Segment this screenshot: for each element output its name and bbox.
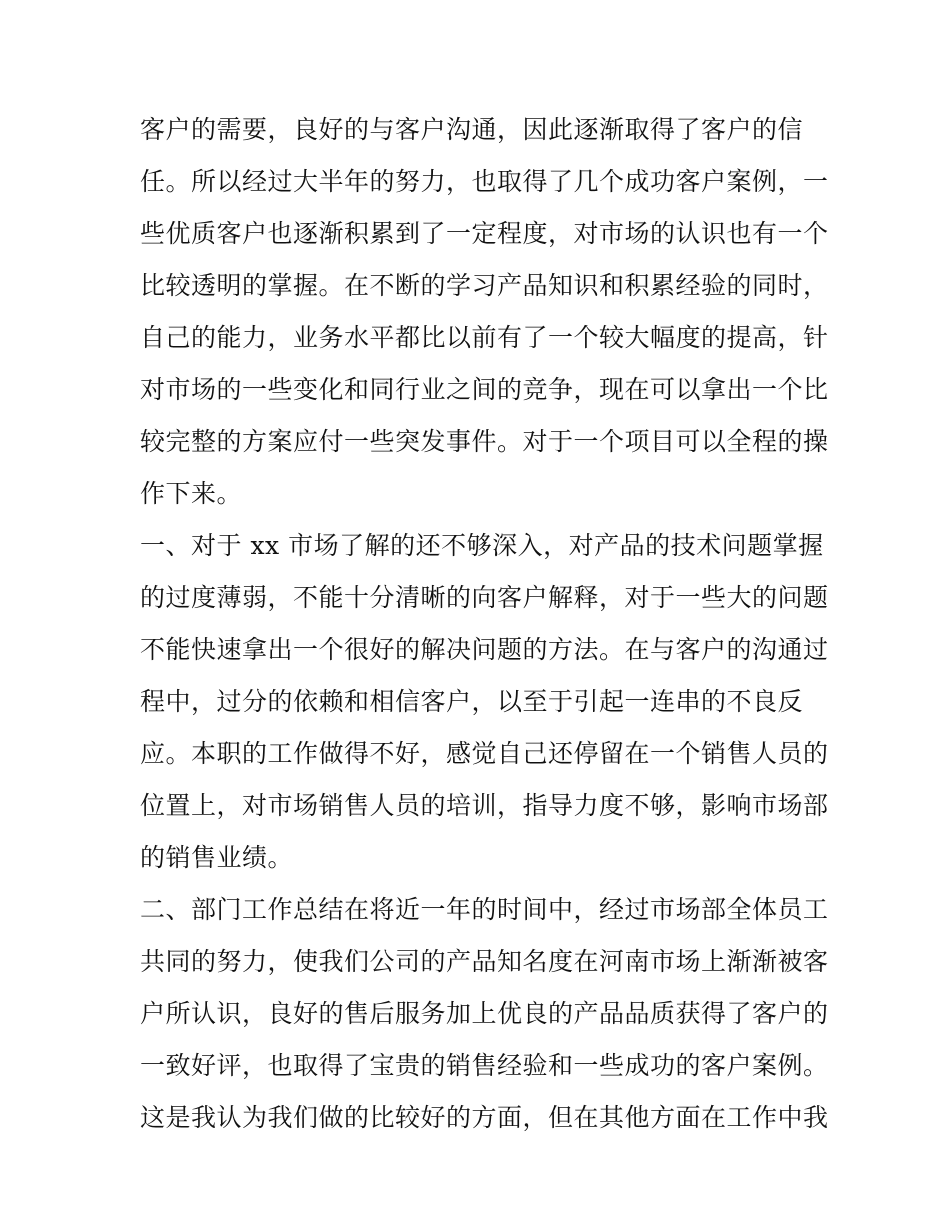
text-line: 一致好评，也取得了宝贵的销售经验和一些成功的客户案例。 [140,1051,829,1080]
text-line: 较完整的方案应付一些突发事件。对于一个项目可以全程的操 [140,427,829,456]
text-line: 应。本职的工作做得不好，感觉自己还停留在一个销售人员的 [140,739,829,768]
text-line: 二、部门工作总结在将近一年的时间中，经过市场部全体员工 [140,895,829,924]
text-line: 程中，过分的依赖和相信客户，以至于引起一连串的不良反 [140,687,804,716]
text-line: 任。所以经过大半年的努力，也取得了几个成功客户案例，一 [140,167,829,196]
text-line: 自己的能力，业务水平都比以前有了一个较大幅度的提高，针 [140,323,829,352]
text-line: 这是我认为我们做的比较好的方面，但在其他方面在工作中我 [140,1103,829,1132]
body-text [140,104,829,1144]
text-line: 的销售业绩。 [140,843,294,872]
text-line: 位置上，对市场销售人员的培训，指导力度不够，影响市场部 [140,791,829,820]
text-line: 对市场的一些变化和同行业之间的竞争，现在可以拿出一个比 [140,375,829,404]
text-line: 一、对于 xx 市场了解的还不够深入，对产品的技术问题掌握 [140,531,824,560]
text-line: 不能快速拿出一个很好的解决问题的方法。在与客户的沟通过 [140,635,829,664]
text-line: 共同的努力，使我们公司的产品知名度在河南市场上渐渐被客 [140,947,829,976]
text-line: 客户的需要，良好的与客户沟通，因此逐渐取得了客户的信 [140,115,804,144]
text-line: 些优质客户也逐渐积累到了一定程度，对市场的认识也有一个 [140,219,829,248]
text-line: 的过度薄弱，不能十分清晰的向客户解释，对于一些大的问题 [140,583,829,612]
text-line: 作下来。 [140,479,243,508]
text-line: 比较透明的掌握。在不断的学习产品知识和积累经验的同时， [140,271,829,300]
text-line: 户所认识，良好的售后服务加上优良的产品品质获得了客户的 [140,999,829,1028]
